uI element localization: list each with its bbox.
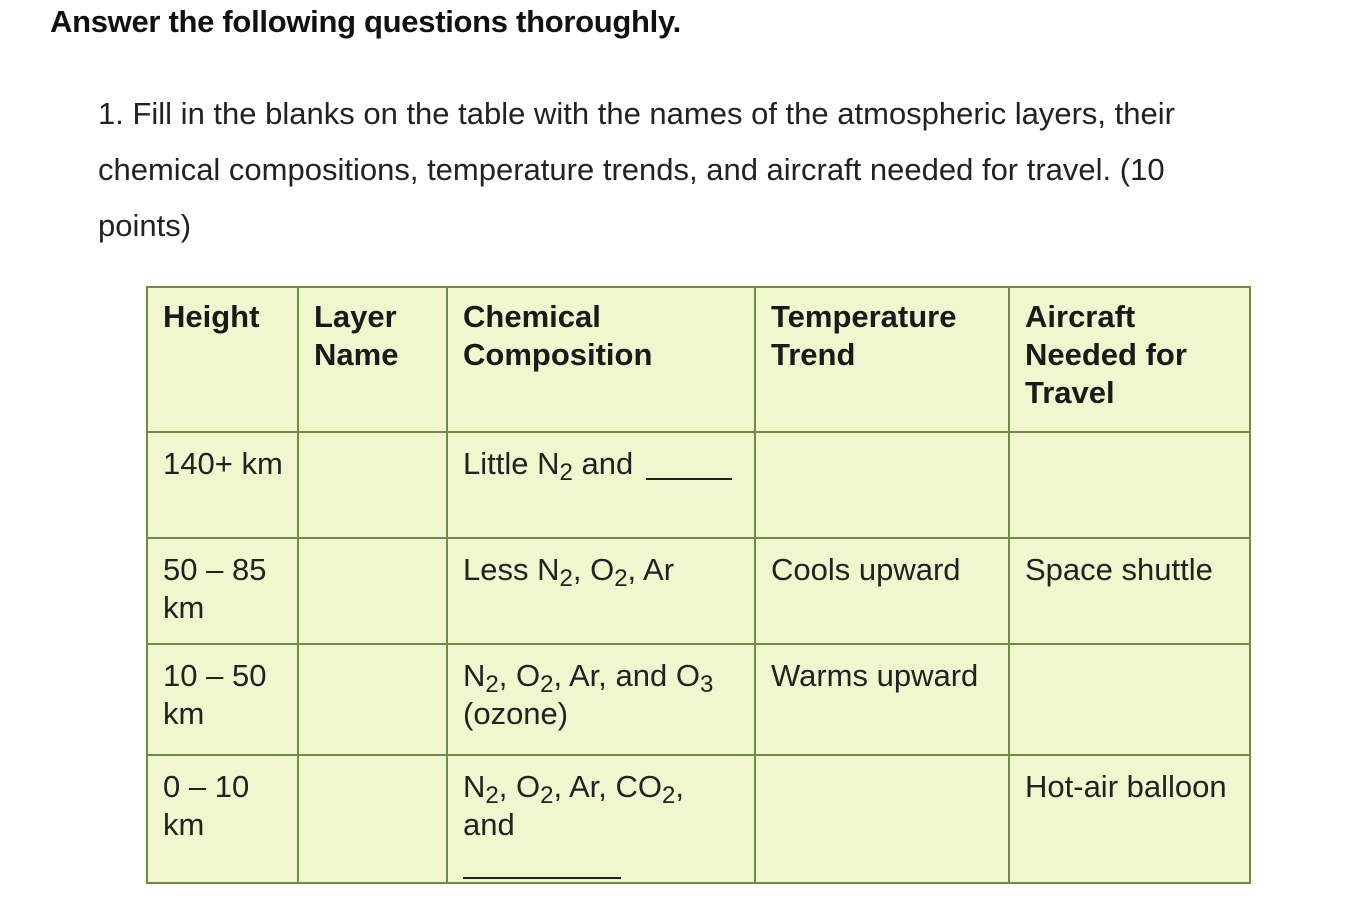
question-1-text: 1. Fill in the blanks on the table with the names of the atmospheric layers, their chemical compositions, temperature trends, and aircraft needed for travel. (10 points) [98, 96, 1175, 243]
aircraft-cell: Space shuttle [1009, 538, 1250, 644]
aircraft-cell [1009, 644, 1250, 755]
header-aircraft: Aircraft Needed for Travel [1009, 287, 1250, 432]
table-row [147, 644, 1250, 755]
temperature-trend-cell [755, 755, 1009, 883]
layer-name-cell [298, 644, 447, 755]
atmosphere-layers-table [146, 286, 1251, 884]
layer-name-cell [298, 538, 447, 644]
chemical-composition-cell: Little $N_2$ and [447, 432, 755, 538]
table-header-row [147, 287, 1250, 432]
page-heading: Answer the following questions thoroughly. [50, 4, 681, 39]
temperature-trend-cell: Cools upward [755, 538, 1009, 644]
height-cell: 0 – 10 km [147, 755, 298, 883]
answer-blank [463, 877, 621, 879]
temperature-trend-cell: Warms upward [755, 644, 1009, 755]
chemical-composition-cell: $N_2$, $O_2$, Ar, and $O_3$ (ozone) [447, 644, 755, 755]
height-cell: 140+ km [147, 432, 298, 538]
answer-blank [646, 478, 732, 480]
table-row [147, 538, 1250, 644]
layer-name-cell [298, 755, 447, 883]
height-cell: 10 – 50 km [147, 644, 298, 755]
table-row [147, 432, 1250, 538]
header-chemical-composition: Chemical Composition [447, 287, 755, 432]
header-height: Height [147, 287, 298, 432]
chemical-composition-cell: $N_2$, $O_2$, Ar, $CO_2$, and [447, 755, 755, 883]
header-layer-name: Layer Name [298, 287, 447, 432]
aircraft-cell: Hot-air balloon [1009, 755, 1250, 883]
temperature-trend-cell [755, 432, 1009, 538]
table-row [147, 755, 1250, 883]
aircraft-cell [1009, 432, 1250, 538]
height-cell: 50 – 85 km [147, 538, 298, 644]
chemical-composition-cell: Less $N_2$, $O_2$, Ar [447, 538, 755, 644]
layer-name-cell [298, 432, 447, 538]
header-temperature-trend: Temperature Trend [755, 287, 1009, 432]
